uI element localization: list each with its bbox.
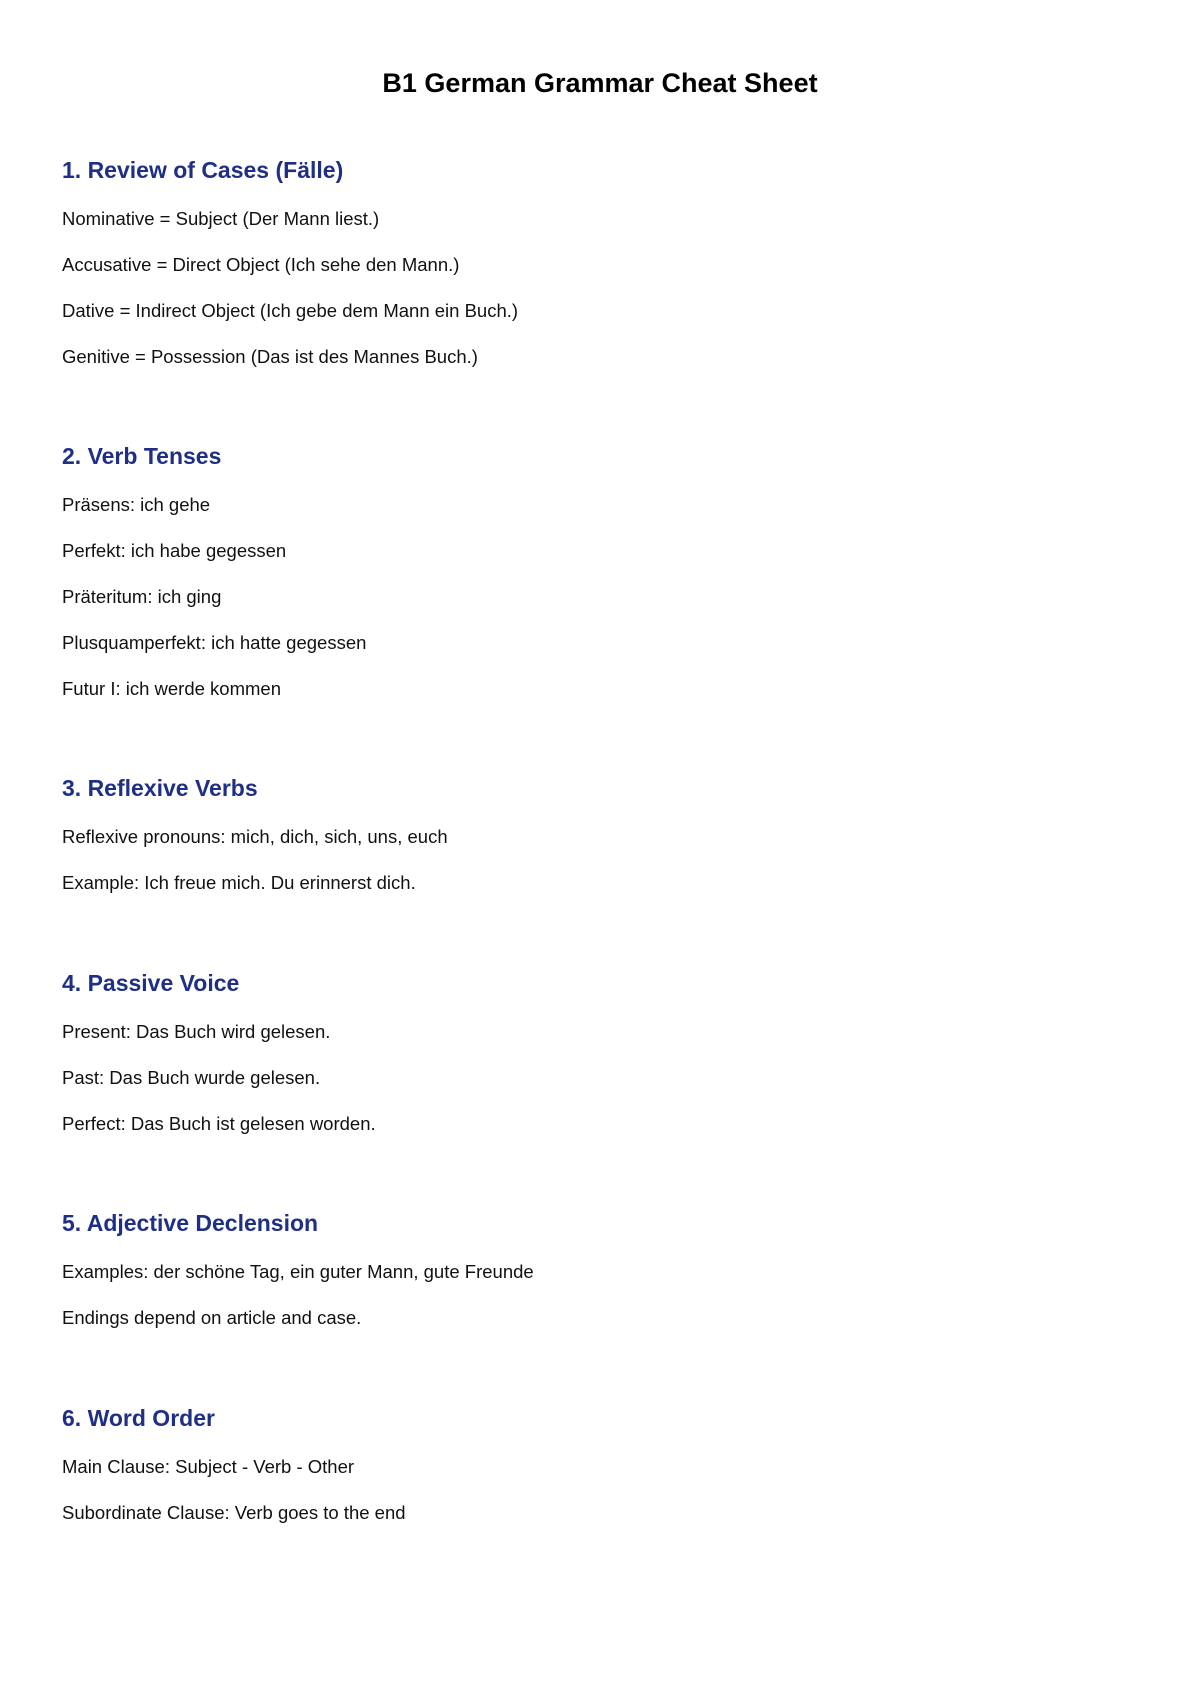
section-line: Plusquamperfekt: ich hatte gegessen: [62, 632, 367, 653]
section-heading: 5. Adjective Declension: [62, 1210, 319, 1236]
section-line: Perfect: Das Buch ist gelesen worden.: [62, 1113, 376, 1134]
section-line: Past: Das Buch wurde gelesen.: [62, 1067, 321, 1088]
section-line: Nominative = Subject (Der Mann liest.): [62, 208, 380, 229]
section-review-of-cases: [62, 155, 1142, 380]
section-line: Examples: der schöne Tag, ein guter Mann, gute Freunde: [62, 1261, 534, 1282]
section-line: Präteritum: ich ging: [62, 586, 222, 607]
section-word-order: [62, 1403, 1142, 1536]
section-heading: 1. Review of Cases (Fälle): [62, 157, 344, 183]
section-heading: 6. Word Order: [62, 1405, 215, 1431]
section-line: Subordinate Clause: Verb goes to the end: [62, 1502, 406, 1523]
section-line: Example: Ich freue mich. Du erinnerst dich.: [62, 872, 416, 893]
section-line: Endings depend on article and case.: [62, 1307, 362, 1328]
section-line: Dative = Indirect Object (Ich gebe dem Mann ein Buch.): [62, 300, 519, 321]
section-line: Futur I: ich werde kommen: [62, 678, 281, 699]
section-line: Präsens: ich gehe: [62, 494, 211, 515]
section-adjective-declension: [62, 1208, 1142, 1341]
section-line: Main Clause: Subject - Verb - Other: [62, 1456, 355, 1477]
section-heading: 4. Passive Voice: [62, 970, 240, 996]
section-line: Reflexive pronouns: mich, dich, sich, uns, euch: [62, 826, 448, 847]
section-heading: 3. Reflexive Verbs: [62, 775, 258, 801]
section-heading: 2. Verb Tenses: [62, 443, 222, 469]
section-line: Perfekt: ich habe gegessen: [62, 540, 287, 561]
section-passive-voice: [62, 968, 1142, 1147]
page-title: B1 German Grammar Cheat Sheet: [382, 68, 818, 98]
section-line: Present: Das Buch wird gelesen.: [62, 1021, 331, 1042]
section-line: Genitive = Possession (Das ist des Mannes Buch.): [62, 346, 478, 367]
section-verb-tenses: [62, 441, 1142, 712]
section-reflexive-verbs: [62, 773, 1142, 906]
section-line: Accusative = Direct Object (Ich sehe den Mann.): [62, 254, 460, 275]
